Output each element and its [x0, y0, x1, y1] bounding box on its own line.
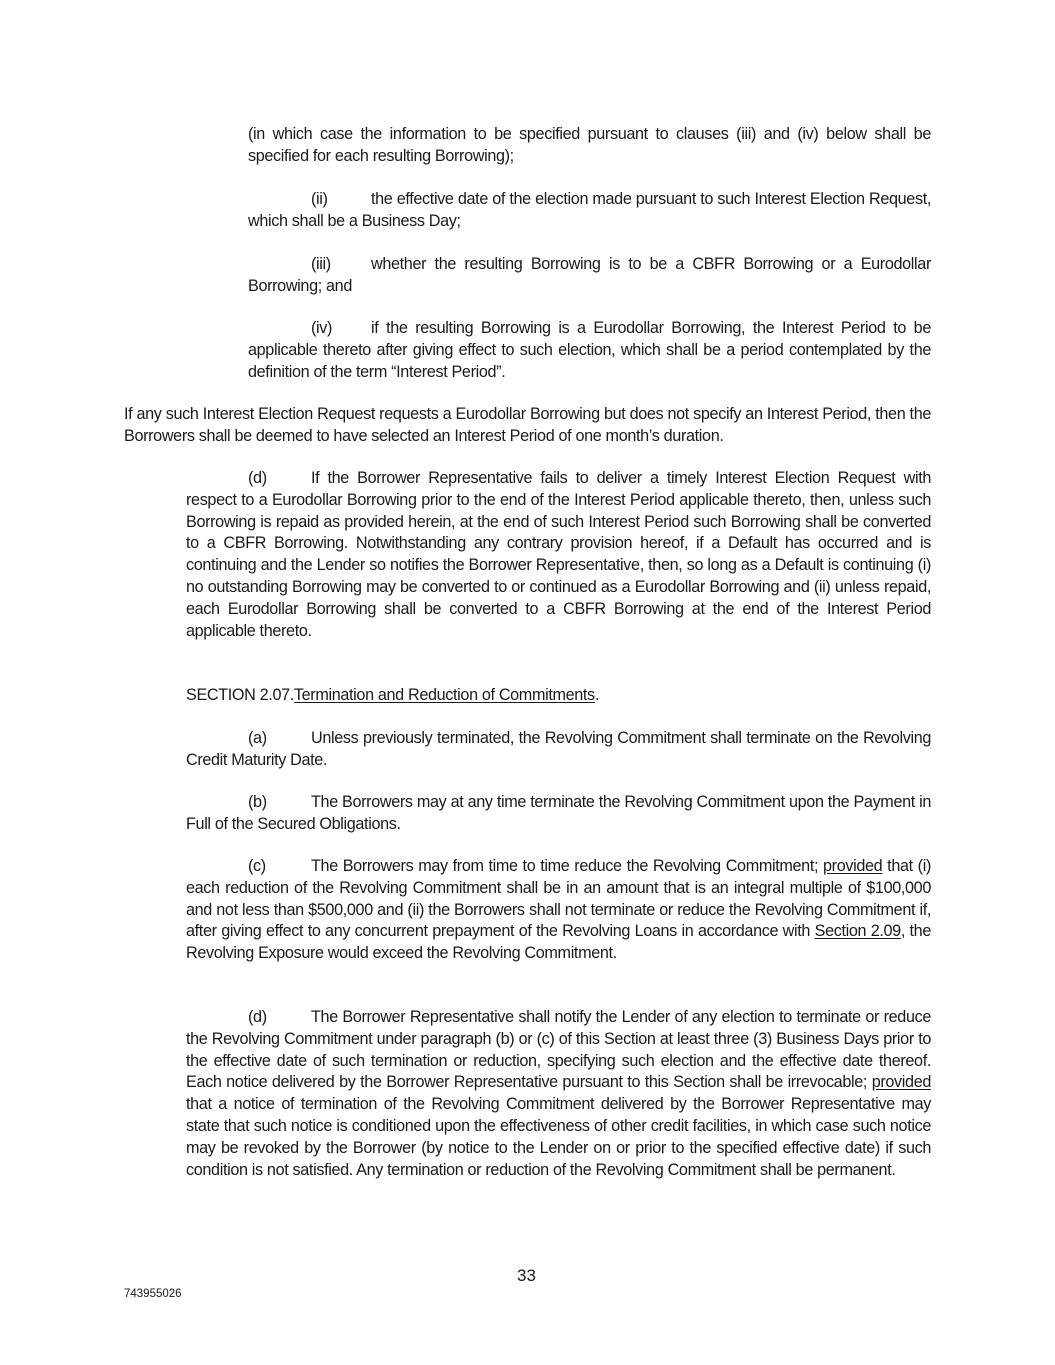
clause-text: whether the resulting Borrowing is to be a CBFR Borrowing or a Eurodollar Borrowing; and — [248, 255, 931, 295]
paragraph-label: (d) — [248, 469, 267, 487]
flush-paragraph — [124, 404, 931, 448]
paragraph-label: (d) — [248, 1008, 267, 1026]
clause-text: the effective date of the election made pursuant to such Interest Election Request, which shall be a Business Day; — [248, 190, 931, 230]
paragraph-text: If the Borrower Representative fails to deliver a timely Interest Election Request with respect to a Eurodollar Borrowing prior to the end of the Interest Period applicable thereto, then, unless such Borrowing is repaid as provided herein, at the end of such Interest Period such Borrowing shall be converted to a CBFR Borrowing. Notwithstanding any contrary provision hereof, if a Default has occurred and is continuing and the Lender so notifies the Borrower Representative, then, so long as a Default is continuing (i) no outstanding Borrowing may be converted to or continued as a Eurodollar Borrowing and (ii) unless repaid, each Eurodollar Borrowing shall be converted to a CBFR Borrowing at the end of the Interest Period applicable thereto. — [186, 469, 931, 640]
clause-label: (iii) — [311, 255, 331, 273]
section-2-07-paragraph-b — [186, 792, 931, 836]
paragraph-text: that a notice of termination of the Revolving Commitment delivered by the Borrower Representative may state that such notice is conditioned upon the effectiveness of other credit facilities, in which case such notice may be revoked by the Borrower (by notice to the Lender on or prior to the specified effective date) if such condition is not satisfied. Any termination or reduction of the Revolving Commitment shall be permanent. — [186, 1095, 931, 1179]
clause-iii — [248, 254, 931, 298]
section-number: SECTION 2.07. — [186, 686, 294, 704]
clause-label: (iv) — [311, 319, 333, 337]
paragraph-text: Unless previously terminated, the Revolving Commitment shall terminate on the Revolving Credit Maturity Date. — [186, 729, 931, 769]
section-title: Termination and Reduction of Commitments — [293, 686, 595, 704]
clause-label: (ii) — [311, 190, 328, 208]
section-title-suffix: . — [594, 686, 599, 704]
clause-iv — [248, 318, 931, 383]
paragraph-text: The Borrowers may at any time terminate the Revolving Commitment upon the Payment in Full of the Secured Obligations. — [186, 793, 931, 833]
paragraph-label: (b) — [248, 793, 267, 811]
paragraph-text: The Borrowers may from time to time reduce the Revolving Commitment; — [311, 857, 823, 875]
section-2-07-paragraph-c — [186, 856, 931, 965]
clause-ii — [248, 189, 931, 233]
provided-term: provided — [823, 857, 883, 875]
section-2-09-reference: Section 2.09 — [814, 922, 901, 941]
paragraph-label: (a) — [248, 729, 267, 747]
paragraph-text: The Borrower Representative shall notify the Lender of any election to terminate or reduce the Revolving Commitment under paragraph (b) or (c) of this Section at least three (3) Business Days prior to the effective date of such termination or reduction, specifying such election and the effective date thereof. Each notice delivered by the Borrower Representative pursuant to this Section shall be irrevocable; — [186, 1008, 931, 1092]
page-number: 33 — [517, 1266, 536, 1285]
flush-paragraph-text: If any such Interest Election Request requests a Eurodollar Borrowing but does not specify an Interest Period, then the Borrowers shall be deemed to have selected an Interest Period of one month’s duration. — [124, 405, 931, 445]
clause-text: if the resulting Borrowing is a Eurodollar Borrowing, the Interest Period to be applicable thereto after giving effect to such election, which shall be a period contemplated by the definition of the term “Interest Period”. — [248, 319, 931, 381]
section-2-07-paragraph-a — [186, 728, 931, 772]
section-2-07-heading — [186, 685, 931, 707]
document-id: 743955026 — [124, 1288, 182, 1300]
paragraph-label: (c) — [248, 857, 266, 875]
paragraph-d-interest-election — [186, 468, 931, 642]
continuation-text: (in which case the information to be specified pursuant to clauses (iii) and (iv) below shall be specified for each resulting Borrowing); — [248, 125, 931, 165]
section-2-07-paragraph-d — [186, 1007, 931, 1181]
provided-term: provided — [871, 1073, 931, 1092]
continuation-paragraph — [248, 124, 931, 168]
paragraph-text: that (i) each reduction of the Revolving Commitment shall be in an amount that is an integral multiple of $100,000 and not less than $500,000 and (ii) the Borrowers shall not terminate or reduce the Revolving Commitment if, after giving effect to any concurrent prepayment of the Revolving Loans in accordance with — [186, 857, 931, 941]
paragraph-text: , the Revolving Exposure would exceed the Revolving Commitment. — [186, 922, 931, 963]
